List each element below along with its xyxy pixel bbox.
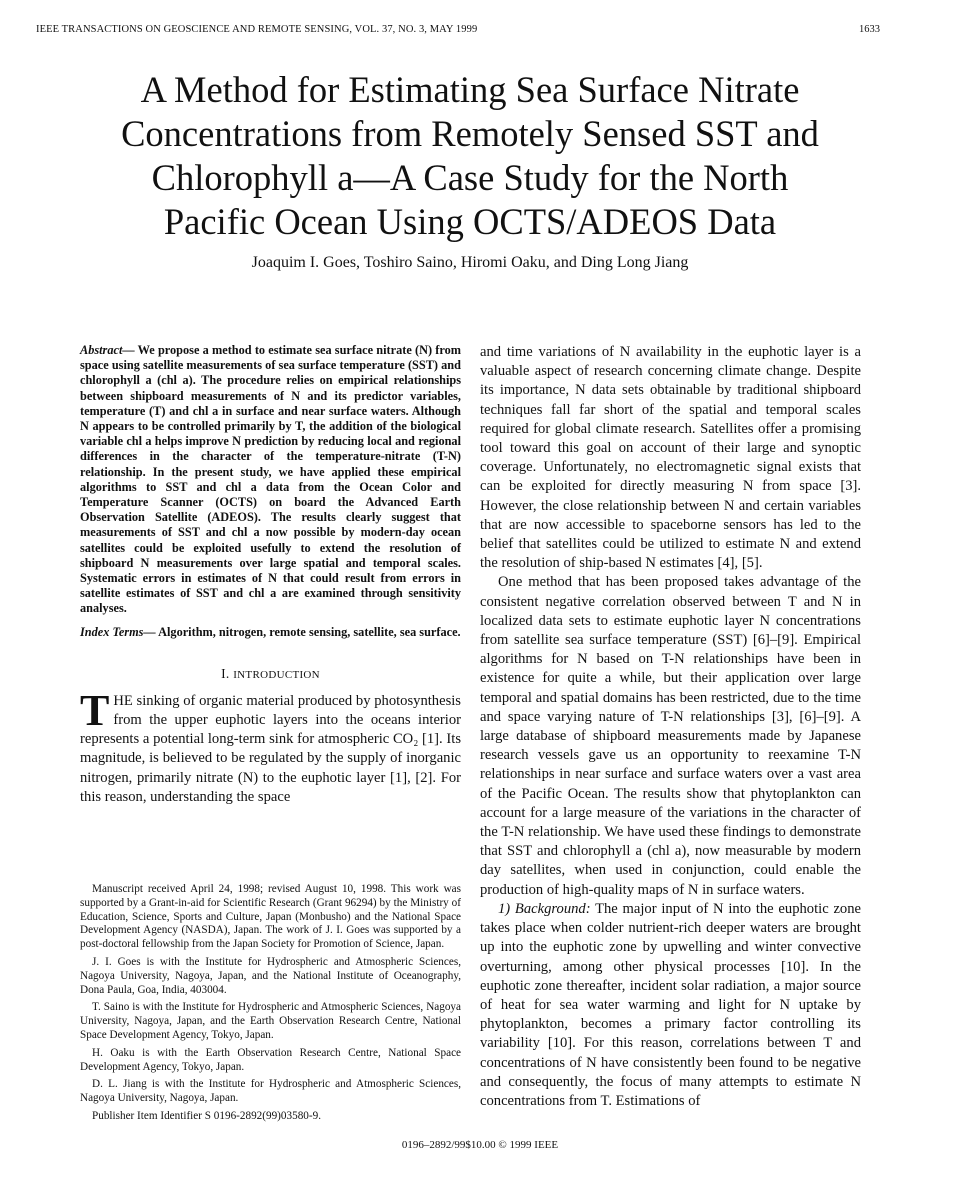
drop-cap: T — [80, 685, 110, 735]
left-column — [80, 343, 461, 807]
footnote-manuscript: Manuscript received April 24, 1998; revised August 10, 1998. This work was supported by a Grant-in-aid for Scientific Research (Grant 96294) by the Ministry of Education, Science, Sports and Culture, Japan (Monbusho) and the National Space Development Agency (NASDA), Japan. The work of J. I. Goes was supported by a post-doctoral fellowship from the Japan Society for Promotion of Science, Japan. — [80, 883, 461, 951]
page-number: 1633 — [859, 24, 880, 35]
title-line-3: Chlorophyll a—A Case Study for the North — [151, 157, 789, 198]
author-list: Joaquim I. Goes, Toshiro Saino, Hiromi Oaku, and Ding Long Jiang — [251, 254, 689, 271]
intro-paragraph-text: HE sinking of organic material produced by photosynthesis from the upper euphotic layers into the oceans interior represents a potential long-term sink for atmospheric CO₂ [1]. Its magnitude, is believed to be regulated by the supply of inorganic nitrogen, primarily nitrate (N) to the euphotic layer [1], [2]. For this reason, understanding the space — [80, 692, 461, 805]
index-terms — [80, 625, 461, 640]
section-heading-introduction — [80, 666, 461, 682]
abstract-label: Abstract— — [80, 343, 135, 357]
index-terms-label: Index Terms— — [80, 624, 156, 639]
background-label: 1) Background: — [498, 900, 591, 917]
footnote-saino: T. Saino is with the Institute for Hydrospheric and Atmospheric Sciences, Nagoya University, Nagoya, Japan, and the Earth Observation Research Centre, National Space Development Agency, Tokyo, Japan. — [80, 1001, 461, 1041]
intro-paragraph — [80, 685, 461, 807]
background-text: The major input of N into the euphotic zone takes place when colder nutrient-rich deeper waters are brought up into the euphotic zone by upwelling and winter convective overturning, among other physical processes [10]. In the euphotic zone thereafter, incident solar radiation, a major source of heat for sea water warming and light for N uptake by phytoplankton, becomes a primary factor controlling its variability [10]. For this reason, correlations between T and concentrations of N have consistently been found to be negative and consequently, the focus of many attempts to estimate N concentrations from T. Estimations of — [480, 900, 861, 1109]
title-line-1: A Method for Estimating Sea Surface Nitrate — [140, 69, 800, 110]
footnote-goes: J. I. Goes is with the Institute for Hydrospheric and Atmospheric Sciences, Nagoya University, Nagoya, Japan, and the National Institute of Oceanography, Dona Paula, Goa, India, 403004. — [80, 955, 461, 996]
footnote-jiang: D. L. Jiang is with the Institute for Hydrospheric and Atmospheric Sciences, Nagoya University, Nagoya, Japan. — [80, 1078, 461, 1105]
index-terms-text: Algorithm, nitrogen, remote sensing, satellite, sea surface. — [155, 624, 461, 639]
footnote-oaku: H. Oaku is with the Earth Observation Research Centre, National Space Development Agency, Tokyo, Japan. — [80, 1046, 461, 1073]
title-line-2: Concentrations from Remotely Sensed SST and — [121, 113, 819, 154]
section-title: INTRODUCTION — [233, 668, 320, 681]
copyright-footer: 0196–2892/99$10.00 © 1999 IEEE — [401, 1139, 559, 1151]
section-numeral: I. — [221, 665, 234, 681]
running-header: IEEE TRANSACTIONS ON GEOSCIENCE AND REMOTE SENSING, VOL. 37, NO. 3, MAY 1999 — [36, 24, 478, 35]
abstract — [80, 343, 461, 617]
body-paragraph-1: and time variations of N availability in the euphotic layer is a valuable aspect of research concerning climate change. Despite its importance, N data sets obtainable by traditional shipboard techniques fall far short of the spatial and temporal scales required for global climate research. Satellites offer a promising tool toward this goal on account of their large and synoptic coverage. Unfortunately, no electromagnetic signal exists that can be exploited for directly measuring N from space [3]. However, the close relationship between N and certain variables that are now accessible to spaceborne sensors has led to the belief that satellites could be utilized to estimate N and extend the resolution of ship-based N estimates [4], [5]. — [480, 344, 861, 572]
footnote-publisher-id: Publisher Item Identifier S 0196-2892(99)03580-9. — [92, 1109, 321, 1122]
body-paragraph-2: One method that has been proposed takes advantage of the consistent negative correlation observed between T and N in localized data sets to estimate euphotic layer N concentrations from satellite sea surface temperature (SST) [6]–[9]. Empirical algorithms for N based on T-N relationships have been in existence for quite a while, but their application over large temporal and spatial domains has been restricted, due to the time and space varying nature of T-N relationships [3], [6]–[9]. A large database of shipboard measurements made by Japanese research vessels gave us an opportunity to reexamine T-N relationships in near surface and surface waters over a vast area of the Pacific Ocean. The results show that phytoplankton can account for a large measure of the variations in the character of the T-N relationship. We have used these findings to demonstrate that SST and chlorophyll a (chl a), now measurable by modern day satellites, when used in conjunction, could enable the production of high-quality maps of N in surface waters. — [480, 574, 861, 898]
body-paragraph-background — [480, 900, 861, 1111]
footnotes — [80, 883, 461, 1128]
abstract-text: We propose a method to estimate sea surface nitrate (N) from space using satellite measurements of sea surface temperature (SST) and chlorophyll a (chl a). The procedure relies on empirical relationships between shipboard measurements of N and its predictor variables, temperature (T) and chl a in surface and near surface waters. Although N appears to be controlled primarily by T, the addition of the biological variable chl a helps improve N prediction by reducing local and regional differences in the character of the temperature-nitrate (T-N) relationship. In the present study, we have applied these empirical algorithms to SST and chl a data from the Ocean Color and Temperature Scanner (OCTS) on board the Advanced Earth Observation Satellite (ADEOS). The results clearly suggest that measurements of SST and chl a now possible by modern-day ocean satellites could be exploited usefully to extend the resolution of shipboard N measurements over large spatial and temporal scales. Systematic errors in estimates of N that could result from errors in satellite estimates of SST and chl a are examined through sensitivity analyses. — [80, 343, 461, 616]
title-line-4: Pacific Ocean Using OCTS/ADEOS Data — [163, 201, 777, 242]
right-column — [480, 343, 861, 1111]
paper-title — [60, 68, 880, 244]
